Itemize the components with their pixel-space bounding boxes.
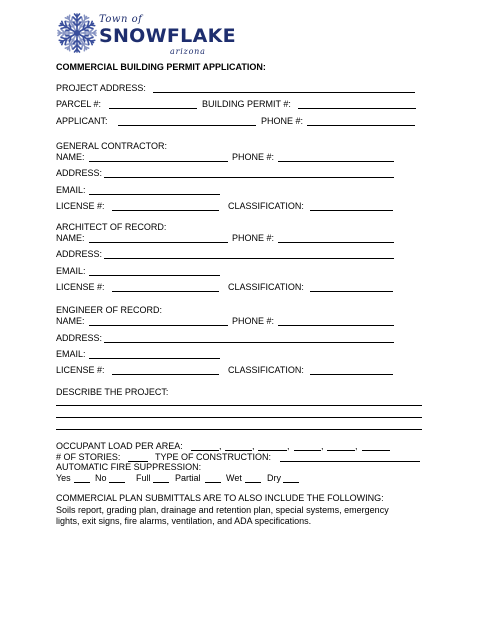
architect-email-field[interactable] [89, 275, 220, 276]
fire-yes-field[interactable] [74, 482, 90, 483]
fire-partial-field[interactable] [205, 482, 221, 483]
engineer-email-label: EMAIL: [56, 349, 86, 359]
fire-option-yes: Yes [56, 473, 71, 483]
contractor-name-field[interactable] [89, 161, 228, 162]
construction-type-field[interactable] [280, 461, 420, 462]
submittals-line-2: lights, exit signs, fire alarms, ventilation, and ADA specifications. [56, 516, 312, 526]
engineer-phone-field[interactable] [278, 325, 394, 326]
engineer-heading: ENGINEER OF RECORD: [56, 305, 163, 315]
architect-heading: ARCHITECT OF RECORD: [56, 222, 167, 232]
comma: , [252, 441, 255, 451]
stories-label: # OF STORIES: [56, 452, 121, 462]
comma: , [321, 441, 324, 451]
engineer-license-label: LICENSE #: [56, 365, 105, 375]
occupant-load-label: OCCUPANT LOAD PER AREA: [56, 441, 183, 451]
occupant-load-field-1[interactable] [191, 450, 219, 451]
fire-option-full: Full [136, 473, 151, 483]
comma: , [287, 441, 290, 451]
occupant-load-field-4[interactable] [294, 450, 321, 451]
parcel-field[interactable] [109, 108, 197, 109]
submittals-heading: COMMERCIAL PLAN SUBMITTALS ARE TO ALSO INCLUDE THE FOLLOWING: [56, 493, 384, 503]
describe-label: DESCRIBE THE PROJECT: [56, 387, 169, 397]
fire-option-partial: Partial [175, 473, 201, 483]
construction-type-label: TYPE OF CONSTRUCTION: [155, 452, 272, 462]
contractor-email-field[interactable] [89, 194, 220, 195]
contractor-address-field[interactable] [104, 177, 394, 178]
project-address-label: PROJECT ADDRESS: [56, 83, 146, 93]
town-logo [56, 12, 236, 62]
engineer-name-label: NAME: [56, 316, 85, 326]
parcel-label: PARCEL #: [56, 99, 102, 109]
architect-phone-label: PHONE #: [232, 233, 275, 243]
project-address-field[interactable] [153, 92, 415, 93]
architect-address-label: ADDRESS: [56, 249, 103, 259]
snowflake-icon [56, 12, 98, 54]
applicant-phone-field[interactable] [307, 125, 415, 126]
occupant-load-field-5[interactable] [327, 450, 355, 451]
contractor-name-label: NAME: [56, 152, 85, 162]
building-permit-label: BUILDING PERMIT #: [202, 99, 291, 109]
occupant-load-field-6[interactable] [362, 450, 390, 451]
architect-phone-field[interactable] [278, 242, 394, 243]
contractor-classification-field[interactable] [310, 210, 393, 211]
describe-line-1[interactable] [56, 405, 422, 406]
architect-classification-field[interactable] [310, 291, 393, 292]
architect-name-field[interactable] [89, 242, 228, 243]
submittals-line-1: Soils report, grading plan, drainage and retention plan, special systems, emergency [56, 505, 389, 515]
architect-email-label: EMAIL: [56, 266, 86, 276]
contractor-phone-label: PHONE #: [232, 152, 275, 162]
fire-option-no: No [95, 473, 107, 483]
contractor-license-label: LICENSE #: [56, 201, 105, 211]
logo-town-of: Town of [99, 14, 143, 25]
engineer-address-label: ADDRESS: [56, 333, 103, 343]
applicant-label: APPLICANT: [56, 116, 108, 126]
describe-line-2[interactable] [56, 417, 422, 418]
occupant-load-field-3[interactable] [258, 450, 287, 451]
architect-license-field[interactable] [112, 291, 219, 292]
building-permit-field[interactable] [298, 108, 416, 109]
engineer-classification-field[interactable] [310, 374, 393, 375]
applicant-phone-label: PHONE #: [261, 116, 304, 126]
describe-line-3[interactable] [56, 429, 422, 430]
form-title: COMMERCIAL BUILDING PERMIT APPLICATION: [56, 62, 266, 72]
contractor-license-field[interactable] [112, 210, 219, 211]
contractor-heading: GENERAL CONTRACTOR: [56, 141, 168, 151]
contractor-classification-label: CLASSIFICATION: [228, 201, 304, 211]
engineer-address-field[interactable] [104, 342, 394, 343]
fire-option-dry: Dry [267, 473, 281, 483]
fire-option-wet: Wet [226, 473, 242, 483]
logo-state: arizona [170, 47, 206, 56]
comma: , [219, 441, 222, 451]
fire-suppression-label: AUTOMATIC FIRE SUPPRESSION: [56, 462, 202, 472]
architect-address-field[interactable] [104, 258, 394, 259]
fire-dry-field[interactable] [283, 482, 299, 483]
engineer-email-field[interactable] [89, 358, 220, 359]
engineer-phone-label: PHONE #: [232, 316, 275, 326]
contractor-address-label: ADDRESS: [56, 168, 103, 178]
comma: , [355, 441, 358, 451]
architect-license-label: LICENSE #: [56, 282, 105, 292]
engineer-name-field[interactable] [89, 325, 228, 326]
contractor-email-label: EMAIL: [56, 185, 86, 195]
architect-classification-label: CLASSIFICATION: [228, 282, 304, 292]
logo-city-name: SNOWFLAKE [99, 25, 236, 47]
occupant-load-field-2[interactable] [225, 450, 252, 451]
fire-no-field[interactable] [109, 482, 125, 483]
architect-name-label: NAME: [56, 233, 85, 243]
fire-wet-field[interactable] [245, 482, 261, 483]
applicant-field[interactable] [118, 125, 256, 126]
fire-full-field[interactable] [153, 482, 169, 483]
contractor-phone-field[interactable] [278, 161, 394, 162]
engineer-classification-label: CLASSIFICATION: [228, 365, 304, 375]
engineer-license-field[interactable] [112, 374, 219, 375]
